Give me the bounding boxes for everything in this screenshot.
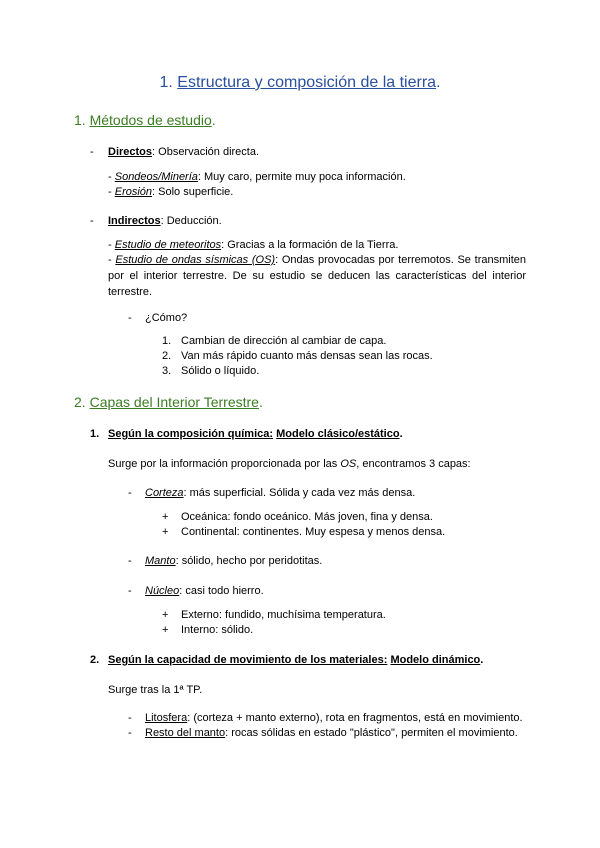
list-dash: - bbox=[128, 555, 132, 567]
subheading-number: 2. bbox=[90, 654, 100, 666]
section-heading-capas bbox=[74, 394, 263, 410]
corteza-label: Corteza bbox=[145, 487, 184, 499]
manto-label: Manto bbox=[145, 555, 176, 567]
intro-text-end: , encontramos 3 capas: bbox=[356, 458, 471, 470]
indirectos-text: : Deducción. bbox=[160, 215, 222, 227]
list-item: Externo: fundido, muchísima temperatura. bbox=[181, 609, 386, 621]
nucleo-text: : casi todo hierro. bbox=[179, 585, 264, 597]
item-prefix: - bbox=[108, 171, 115, 183]
intro-os: OS bbox=[340, 458, 357, 470]
movimiento-intro: Surge tras la 1ª TP. bbox=[108, 684, 203, 696]
litosfera-label: Litosfera bbox=[145, 712, 188, 724]
plus-bullet: + bbox=[162, 624, 169, 636]
meteoritos-item bbox=[108, 239, 398, 251]
erosion-text: : Solo superficie. bbox=[152, 186, 234, 198]
directos-item bbox=[108, 146, 259, 158]
list-dash: - bbox=[128, 585, 132, 597]
list-number: 3. bbox=[162, 365, 172, 377]
list-dash: - bbox=[90, 146, 94, 158]
directos-label: Directos bbox=[108, 146, 153, 158]
litosfera-item bbox=[145, 712, 523, 724]
subheading-model: Modelo clásico/estático bbox=[276, 428, 400, 440]
corteza-text: : más superficial. Sólida y cada vez más densa. bbox=[183, 487, 416, 499]
directos-text: : Observación directa. bbox=[152, 146, 260, 158]
subheading-criterion: Según la composición química: bbox=[108, 428, 274, 440]
section-heading-metodos bbox=[74, 112, 216, 128]
subheading-period: . bbox=[399, 428, 403, 440]
corteza-item bbox=[145, 487, 415, 499]
heading-period: . bbox=[258, 394, 263, 410]
subheading-number: 1. bbox=[90, 428, 100, 440]
litosfera-text: : (corteza + manto externo), rota en fragmentos, está en movimiento. bbox=[187, 712, 523, 724]
list-item: Van más rápido cuanto más densas sean las rocas. bbox=[181, 350, 433, 362]
plus-bullet: + bbox=[162, 526, 169, 538]
heading-text: Capas del Interior Terrestre bbox=[89, 394, 259, 410]
resto-manto-text: : rocas sólidas en estado "plástico", permiten el movimiento. bbox=[225, 727, 518, 739]
list-item: Interno: sólido. bbox=[181, 624, 254, 636]
nucleo-label: Núcleo bbox=[145, 585, 180, 597]
como-question: ¿Cómo? bbox=[145, 312, 188, 324]
item-prefix: - bbox=[108, 239, 115, 251]
subheading-period: . bbox=[480, 654, 484, 666]
plus-bullet: + bbox=[162, 609, 169, 621]
indirectos-item bbox=[108, 215, 222, 227]
sondeos-item bbox=[108, 171, 406, 183]
resto-manto-item bbox=[145, 727, 518, 739]
title-text: Estructura y composición de la tierra bbox=[177, 74, 437, 91]
indirectos-label: Indirectos bbox=[108, 215, 161, 227]
list-dash: - bbox=[128, 487, 132, 499]
sondeos-label: Sondeos/Minería bbox=[114, 171, 198, 183]
erosion-item bbox=[108, 186, 233, 198]
nucleo-item bbox=[145, 585, 264, 597]
sondeos-text: : Muy caro, permite muy poca información. bbox=[197, 171, 406, 183]
list-dash: - bbox=[128, 312, 132, 324]
heading-text: Métodos de estudio bbox=[89, 112, 212, 128]
list-item: Continental: continentes. Muy espesa y menos densa. bbox=[181, 526, 446, 538]
erosion-label: Erosión bbox=[114, 186, 153, 198]
list-dash: - bbox=[128, 727, 132, 739]
list-item: Sólido o líquido. bbox=[181, 365, 260, 377]
list-number: 1. bbox=[162, 335, 172, 347]
list-item: Oceánica: fondo oceánico. Más joven, fina y densa. bbox=[181, 511, 433, 523]
list-item: Cambian de dirección al cambiar de capa. bbox=[181, 335, 387, 347]
ondas-item bbox=[108, 252, 526, 300]
subheading-model: Modelo dinámico bbox=[390, 654, 481, 666]
item-prefix: - bbox=[108, 254, 116, 266]
meteoritos-label: Estudio de meteoritos bbox=[114, 239, 222, 251]
list-number: 2. bbox=[162, 350, 172, 362]
composicion-intro bbox=[108, 458, 471, 470]
heading-period: . bbox=[211, 112, 216, 128]
subheading-criterion: Según la capacidad de movimiento de los materiales: bbox=[108, 654, 388, 666]
title-period: . bbox=[436, 74, 441, 91]
subheading-composicion bbox=[108, 428, 403, 440]
title-number: 1. bbox=[159, 74, 178, 91]
list-dash: - bbox=[90, 215, 94, 227]
page-title bbox=[0, 74, 600, 92]
resto-manto-label: Resto del manto bbox=[145, 727, 226, 739]
manto-item bbox=[145, 555, 322, 567]
heading-number: 2. bbox=[74, 394, 90, 410]
manto-text: : sólido, hecho por peridotitas. bbox=[175, 555, 323, 567]
intro-text: Surge por la información proporcionada por las bbox=[108, 458, 341, 470]
meteoritos-text: : Gracias a la formación de la Tierra. bbox=[221, 239, 399, 251]
item-prefix: - bbox=[108, 186, 115, 198]
plus-bullet: + bbox=[162, 511, 169, 523]
ondas-label: Estudio de ondas sísmicas (OS) bbox=[115, 254, 276, 266]
list-dash: - bbox=[128, 712, 132, 724]
heading-number: 1. bbox=[74, 112, 90, 128]
ondas-text: : Ondas provocadas por terremotos. Se transmiten por el interior terrestre. De su estudio se deducen las características del interior terrestre. bbox=[108, 254, 526, 298]
subheading-movimiento bbox=[108, 654, 483, 666]
